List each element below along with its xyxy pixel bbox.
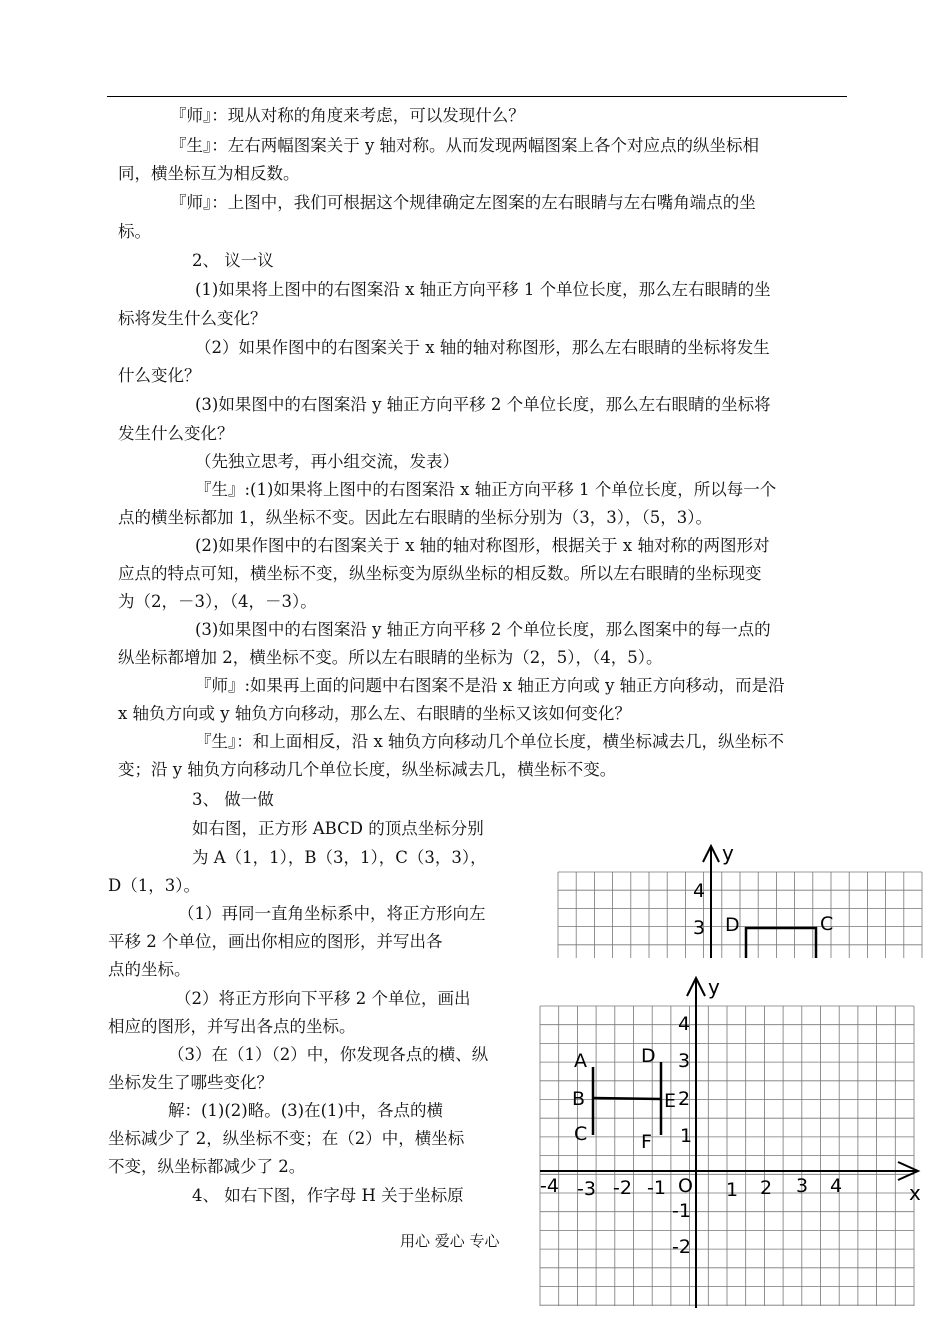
- text-line: 『生』：左右两幅图案关于 y 轴对称。从而发现两幅图案上各个对应点的纵坐标相: [170, 136, 760, 155]
- point-label-C: C: [574, 1123, 588, 1145]
- text-line: 标将发生什么变化？: [118, 309, 267, 328]
- text-line: 相应的图形，并写出各点的坐标。: [108, 1017, 356, 1036]
- x-tick-2: 2: [760, 1177, 773, 1199]
- point-label-B: B: [572, 1088, 586, 1110]
- main-x-label: x: [909, 1181, 921, 1205]
- text-line: （2）将正方形向下平移 2 个单位，画出: [175, 989, 471, 1008]
- y-tick-2: 2: [678, 1088, 691, 1110]
- y-tick-3: 3: [678, 1050, 691, 1072]
- text-line: （先独立思考，再小组交流，发表）: [195, 452, 459, 471]
- text-line: (3)如果图中的右图案沿 y 轴正方向平移 2 个单位长度，那么图案中的每一点的: [195, 620, 771, 639]
- text-line: （1）再同一直角坐标系中，将正方形向左: [178, 904, 486, 923]
- text-line: 『生』：和上面相反，沿 x 轴负方向移动几个单位长度，横坐标减去几，纵坐标不: [195, 732, 785, 751]
- top-label-D: D: [725, 914, 740, 936]
- header-rule: [107, 96, 847, 97]
- text-line: 应点的特点可知，横坐标不变，纵坐标变为原纵坐标的相反数。所以左右眼睛的坐标现变: [118, 564, 762, 583]
- top-label-C: C: [820, 913, 834, 935]
- x-tick-neg4: -4: [540, 1175, 559, 1197]
- text-line: 什么变化？: [118, 366, 201, 385]
- text-line: （3）在（1）（2）中，你发现各点的横、纵: [168, 1045, 489, 1064]
- point-label-E: E: [664, 1090, 677, 1112]
- grid-graph-top: [550, 840, 930, 960]
- text-line: 坐标发生了哪些变化？: [108, 1073, 273, 1092]
- text-line: 解：(1)(2)略。(3)在(1)中，各点的横: [168, 1101, 443, 1120]
- text-line: 为（2，－3），（4，－3）。: [118, 592, 317, 611]
- top-tick-4: 4: [693, 880, 706, 902]
- point-label-A: A: [574, 1050, 587, 1072]
- text-line: x 轴负方向或 y 轴负方向移动，那么左、右眼睛的坐标又该如何变化？: [118, 704, 631, 723]
- top-tick-3: 3: [693, 917, 706, 939]
- point-label-F: F: [641, 1131, 652, 1153]
- top-square: [746, 928, 816, 958]
- text-line: 纵坐标都增加 2，横坐标不变。所以左右眼睛的坐标为（2，5），（4，5）。: [118, 648, 663, 667]
- text-line: (2)如果作图中的右图案关于 x 轴的轴对称图形，根据关于 x 轴对称的两图形对: [195, 536, 770, 555]
- text-line: 『师』：上图中，我们可根据这个规律确定左图案的左右眼睛与左右嘴角端点的坐: [170, 193, 756, 212]
- y-tick-neg1: -1: [672, 1200, 691, 1222]
- text-line: (1)如果将上图中的右图案沿 x 轴正方向平移 1 个单位长度，那么左右眼睛的坐: [195, 280, 771, 299]
- text-line: D（1，3）。: [108, 876, 200, 895]
- text-line: 点的坐标。: [108, 960, 191, 979]
- y-tick-4: 4: [678, 1013, 691, 1035]
- y-tick-1: 1: [680, 1125, 693, 1147]
- text-line: 变；沿 y 轴负方向移动几个单位长度，纵坐标减去几，横坐标不变。: [118, 760, 617, 779]
- text-line: 3、 做一做: [192, 790, 274, 809]
- y-tick-neg2: -2: [672, 1236, 691, 1258]
- text-line: 点的横坐标都加 1，纵坐标不变。因此左右眼睛的坐标分别为（3，3），（5，3）。: [118, 508, 712, 527]
- x-tick-neg1: -1: [647, 1177, 666, 1199]
- text-line: 如右图，正方形 ABCD 的顶点坐标分别: [192, 819, 484, 838]
- main-origin: O: [678, 1175, 693, 1197]
- x-tick-3: 3: [796, 1175, 809, 1197]
- x-tick-neg2: -2: [613, 1177, 632, 1199]
- text-line: 为 A（1，1），B（3，1），C（3，3），: [192, 848, 487, 867]
- page-footer: 用心 爱心 专心: [400, 1232, 500, 1250]
- text-line: 『生』:(1)如果将上图中的右图案沿 x 轴正方向平移 1 个单位长度，所以每一个: [195, 480, 777, 499]
- text-line: 标。: [118, 222, 151, 241]
- x-tick-neg3: -3: [577, 1178, 596, 1200]
- text-line: （2）如果作图中的右图案关于 x 轴的轴对称图形，那么左右眼睛的坐标将发生: [195, 338, 770, 357]
- text-line: 2、 议一议: [192, 251, 274, 270]
- grid-graph-main: [530, 970, 930, 1310]
- text-line: 坐标减少了 2，纵坐标不变；在（2）中，横坐标: [108, 1129, 465, 1148]
- point-label-D: D: [641, 1045, 656, 1067]
- top-y-label: y: [722, 841, 734, 865]
- text-line: 『师』:如果再上面的问题中右图案不是沿 x 轴正方向或 y 轴正方向移动，而是沿: [195, 676, 785, 695]
- x-tick-4: 4: [830, 1175, 843, 1197]
- figure-crossbar: [593, 1098, 661, 1099]
- text-line: 同，横坐标互为相反数。: [118, 164, 300, 183]
- text-line: 4、 如右下图，作字母 H 关于坐标原: [192, 1186, 464, 1205]
- text-line: (3)如果图中的右图案沿 y 轴正方向平移 2 个单位长度，那么左右眼睛的坐标将: [195, 395, 771, 414]
- text-line: 『师』：现从对称的角度来考虑，可以发现什么？: [170, 106, 525, 125]
- text-line: 平移 2 个单位，画出你相应的图形，并写出各: [108, 932, 443, 951]
- text-line: 不变，纵坐标都减少了 2。: [108, 1157, 306, 1176]
- text-line: 发生什么变化？: [118, 424, 234, 443]
- x-tick-1: 1: [726, 1179, 739, 1201]
- main-y-label: y: [708, 975, 720, 999]
